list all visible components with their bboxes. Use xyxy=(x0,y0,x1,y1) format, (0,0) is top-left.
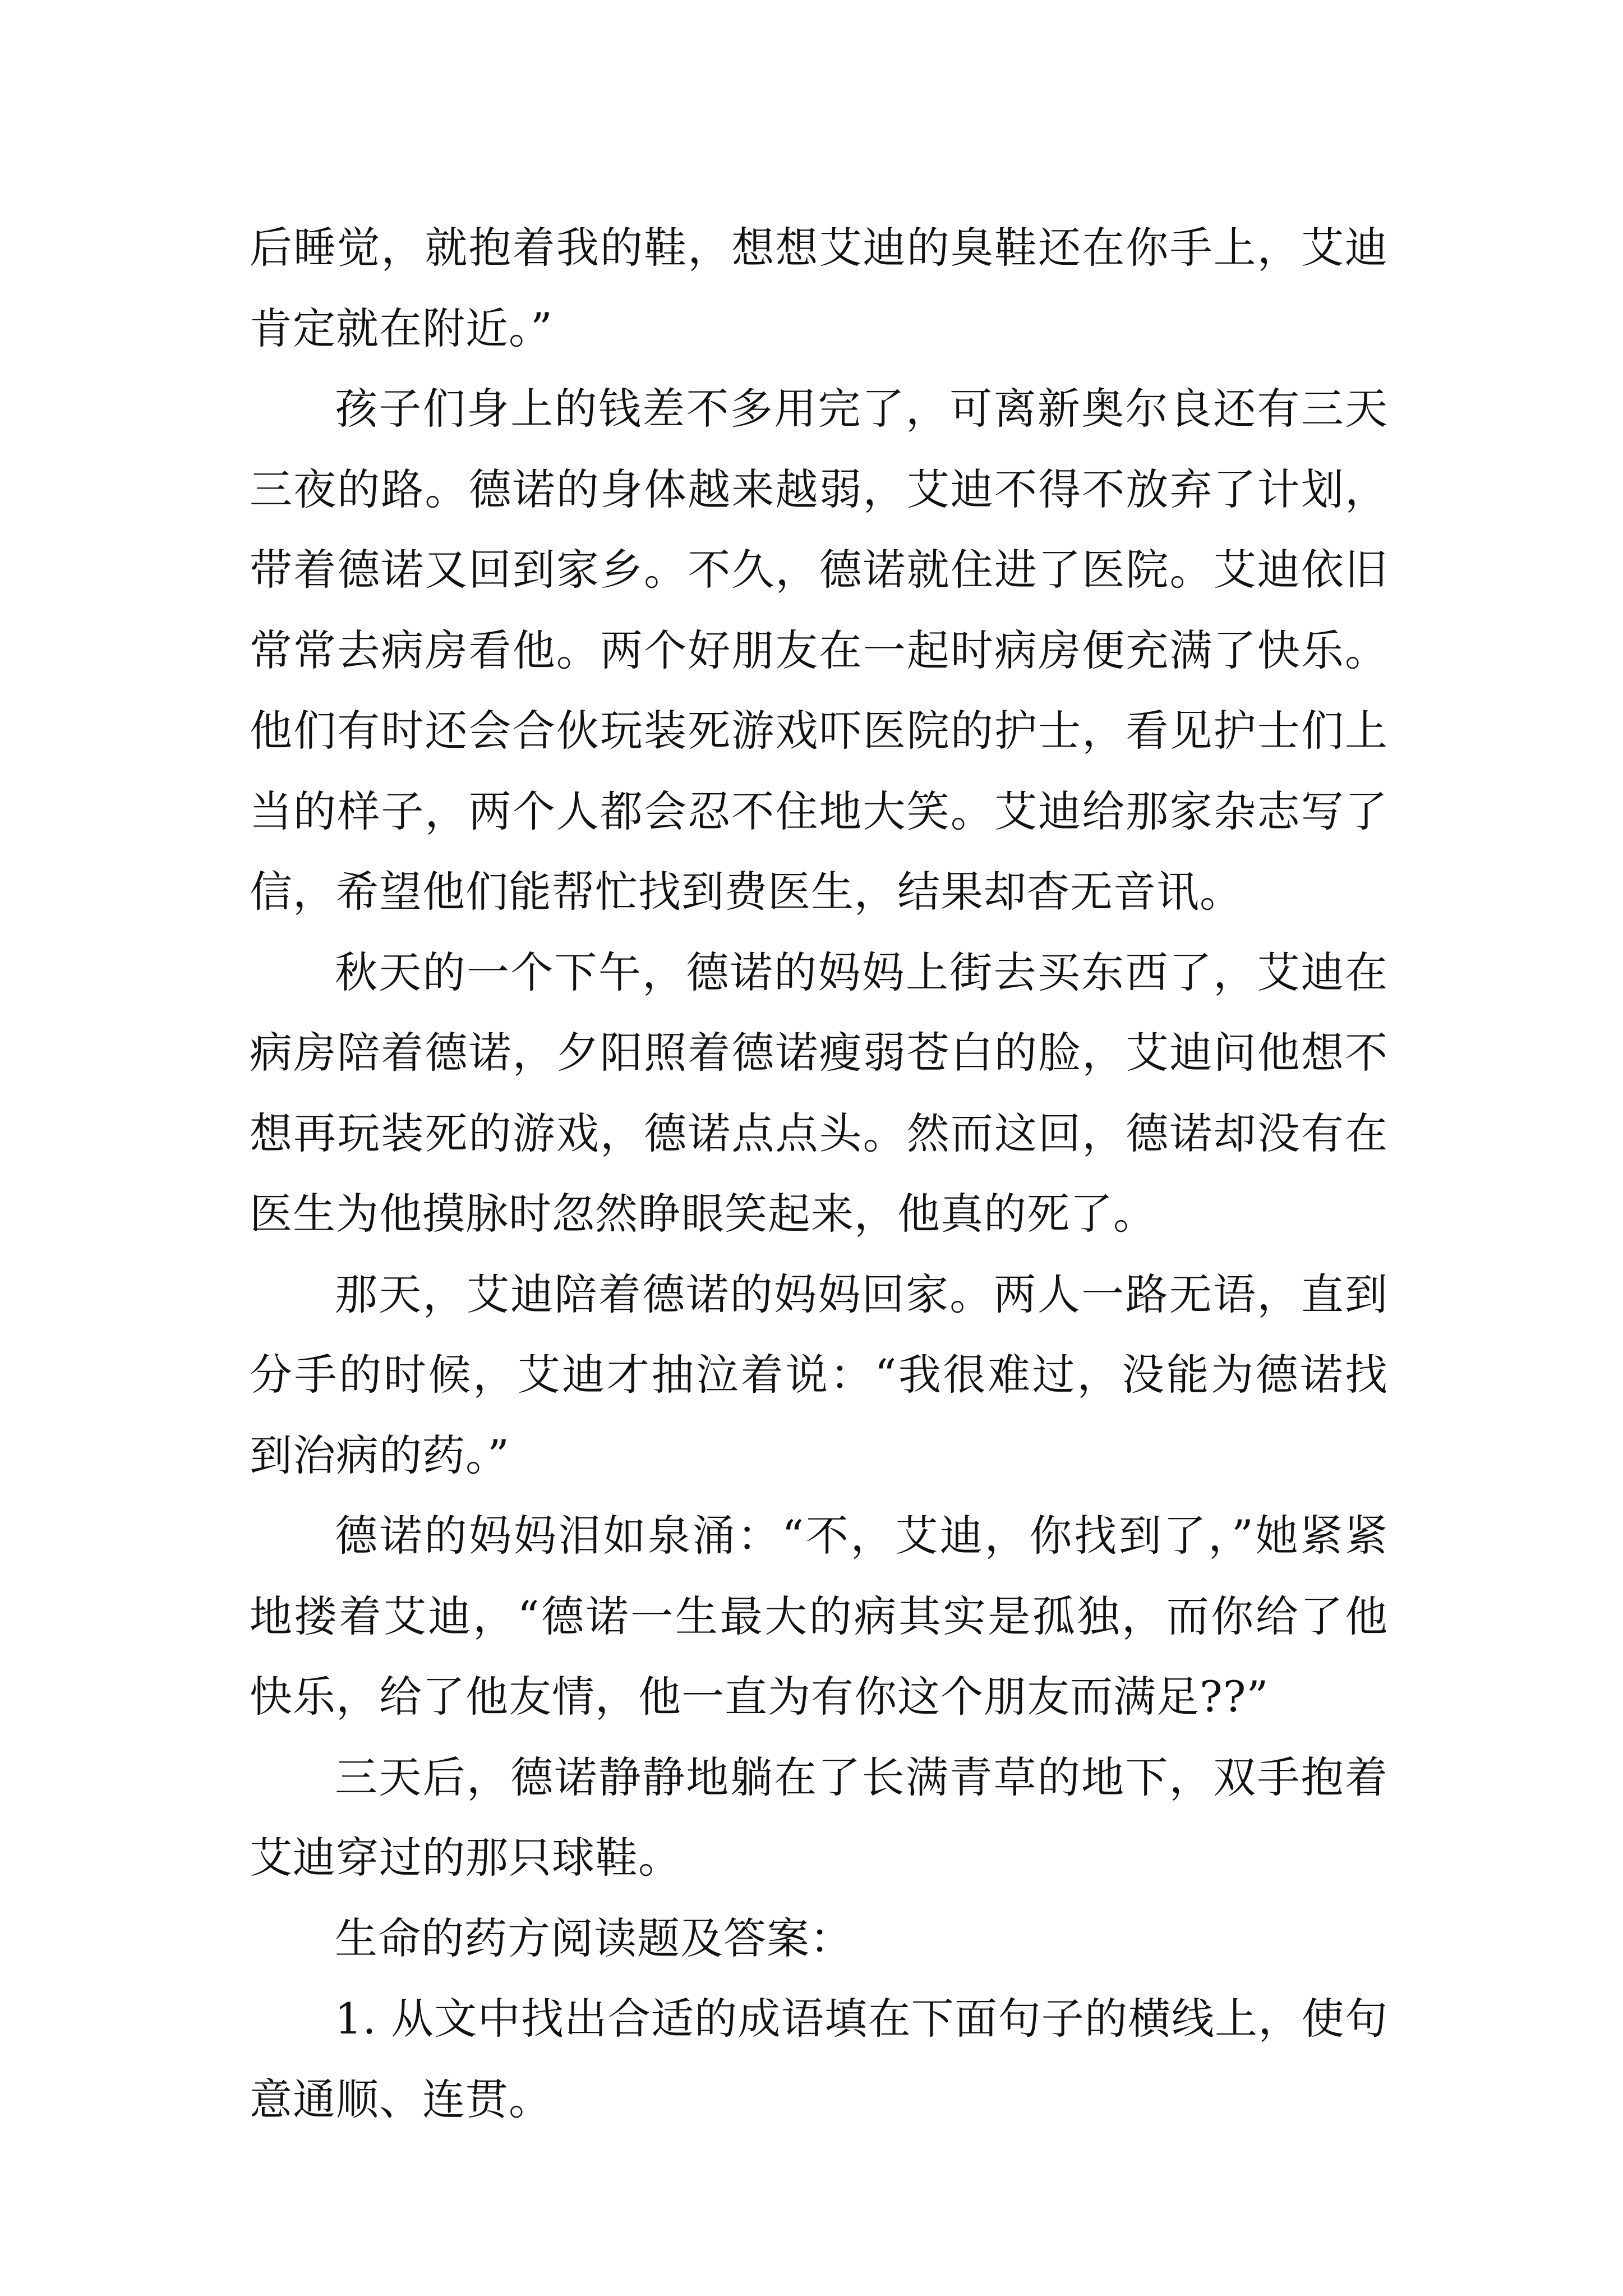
section-heading: 生命的药方阅读题及答案： xyxy=(335,1913,853,1963)
paragraph-6: 三天后，德诺静静地躺在了长满青草的地下，双手抱着艾迪穿过的那只球鞋。 xyxy=(250,1752,1388,1883)
body-text xyxy=(250,208,1388,2139)
paragraph-3: 秋天的一个下午，德诺的妈妈上街去买东西了，艾迪在病房陪着德诺，夕阳照着德诺瘦弱苍白的脸，艾迪问他想不想再玩装死的游戏，德诺点点头。然而这回，德诺却没有在医生为他摸脉时忽然睁眼笑起来，他真的死了。 xyxy=(250,947,1388,1239)
paragraph-4: 那天，艾迪陪着德诺的妈妈回家。两人一路无语，直到分手的时候，艾迪才抽泣着说：“我很难过，没能为德诺找到治病的药。” xyxy=(250,1269,1388,1480)
paragraph-2: 孩子们身上的钱差不多用完了，可离新奥尔良还有三天三夜的路。德诺的身体越来越弱，艾迪不得不放弃了计划，带着德诺又回到家乡。不久，德诺就住进了医院。艾迪依旧常常去病房看他。两个好朋友在一起时病房便充满了快乐。他们有时还会合伙玩装死游戏吓医院的护士，看见护士们上当的样子，两个人都会忍不住地大笑。艾迪给那家杂志写了信，希望他们能帮忙找到费医生，结果却杳无音讯。 xyxy=(250,384,1388,917)
paragraph-5: 德诺的妈妈泪如泉涌：“不，艾迪，你找到了，”她紧紧地搂着艾迪，“德诺一生最大的病其实是孤独，而你给了他快乐，给了他友情，他一直为有你这个朋友而满足??” xyxy=(250,1511,1388,1722)
paragraph-1: 后睡觉，就抱着我的鞋，想想艾迪的臭鞋还在你手上，艾迪肯定就在附近。” xyxy=(250,223,1388,353)
question-1: 1. 从文中找出合适的成语填在下面句子的横线上，使句意通顺、连贯。 xyxy=(250,1994,1388,2124)
